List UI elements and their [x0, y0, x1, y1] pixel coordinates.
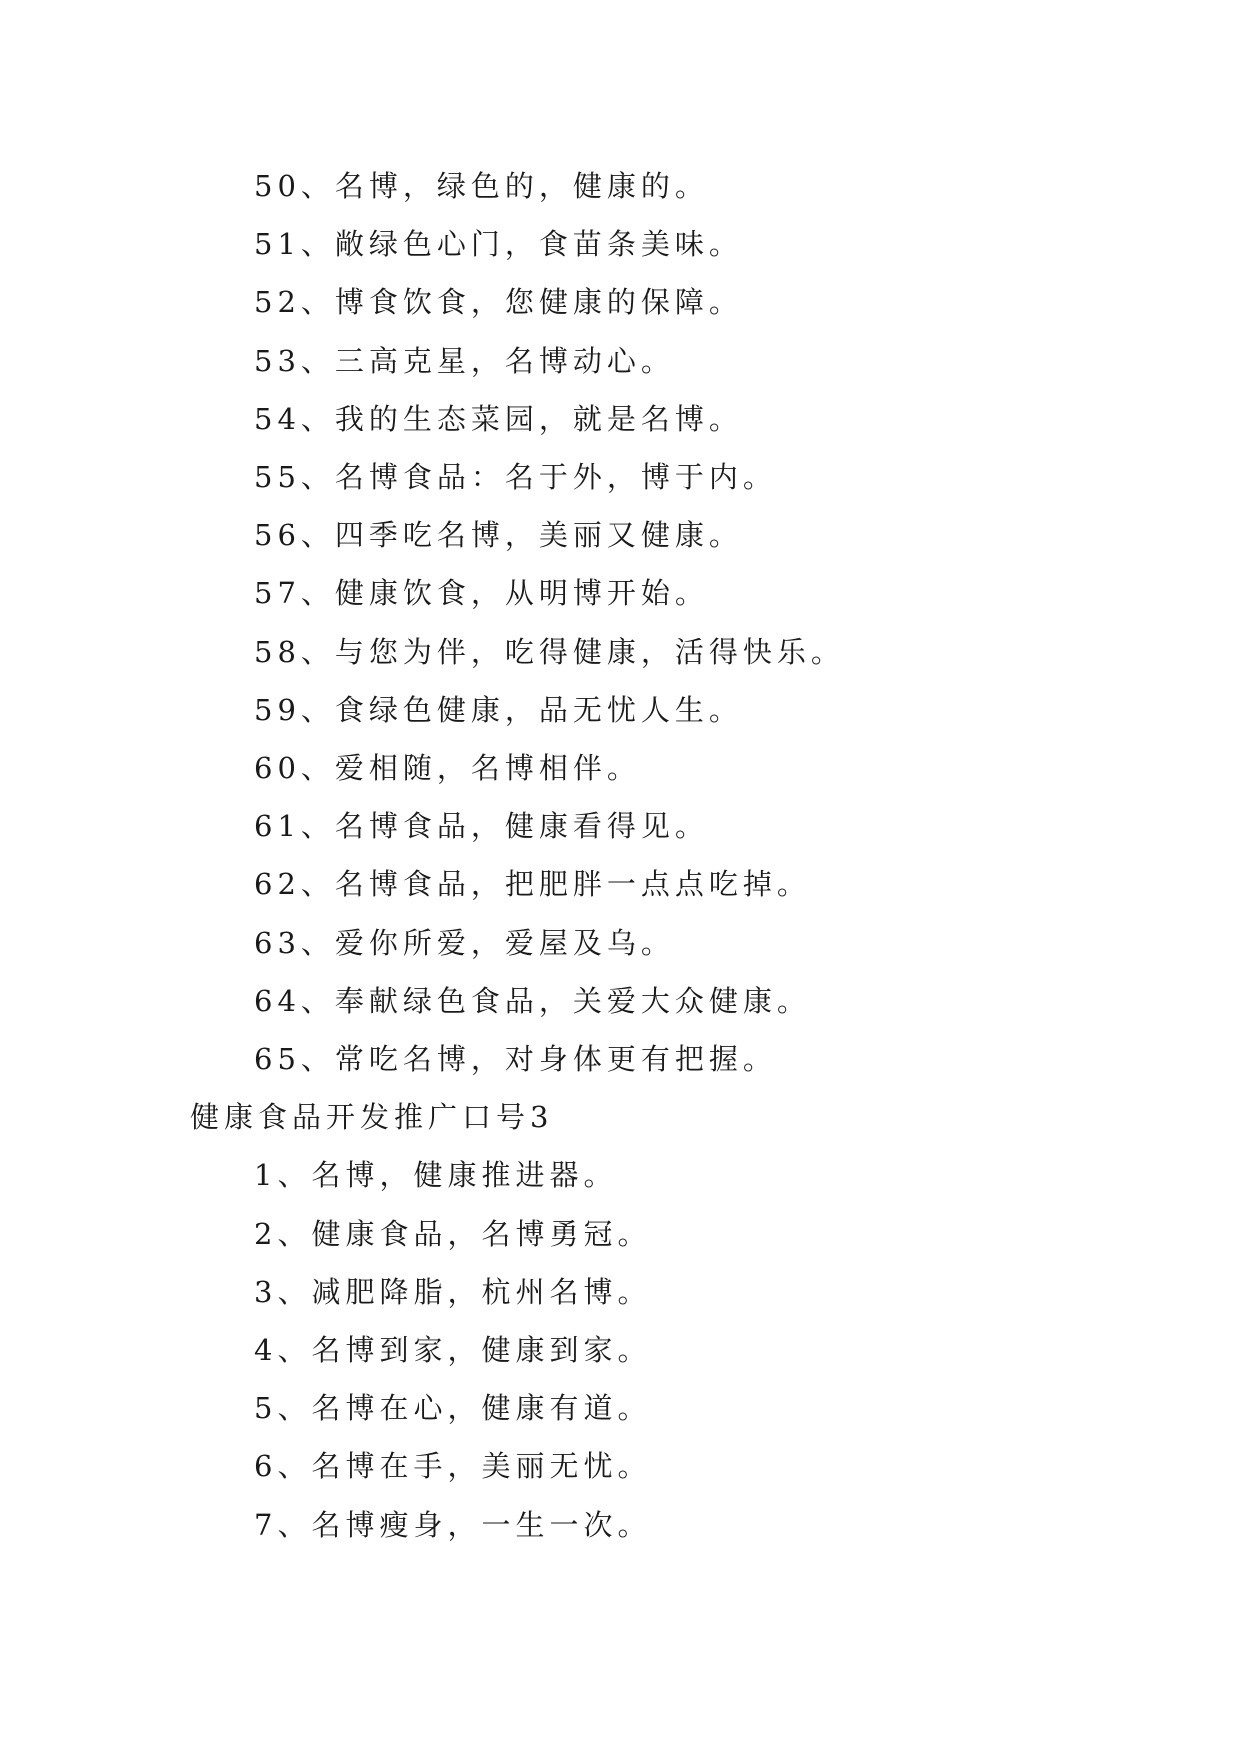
- slogan-item: 50、名博，绿色的，健康的。: [254, 169, 709, 203]
- slogan-item: 52、博食饮食，您健康的保障。: [254, 285, 743, 319]
- slogan-item: 4、名博到家，健康到家。: [254, 1333, 652, 1367]
- slogan-item: 54、我的生态菜园，就是名博。: [254, 402, 743, 436]
- slogan-item: 59、食绿色健康，品无忧人生。: [254, 693, 743, 727]
- slogan-item: 63、爱你所爱，爱屋及乌。: [254, 926, 675, 960]
- slogan-item: 58、与您为伴，吃得健康，活得快乐。: [254, 635, 845, 669]
- slogan-item: 64、奉献绿色食品，关爱大众健康。: [254, 984, 811, 1018]
- slogan-item: 53、三高克星，名博动心。: [254, 344, 675, 378]
- slogan-item: 51、敞绿色心门，食苗条美味。: [254, 227, 743, 261]
- slogan-item: 57、健康饮食，从明博开始。: [254, 576, 709, 610]
- slogan-item: 56、四季吃名博，美丽又健康。: [254, 518, 743, 552]
- slogan-item: 61、名博食品，健康看得见。: [254, 809, 709, 843]
- slogan-item: 60、爱相随，名博相伴。: [254, 751, 641, 785]
- slogan-item: 55、名博食品：名于外，博于内。: [254, 460, 777, 494]
- section-heading: 健康食品开发推广口号3: [190, 1100, 554, 1134]
- slogan-item: 6、名博在手，美丽无忧。: [254, 1449, 652, 1483]
- slogan-item: 62、名博食品，把肥胖一点点吃掉。: [254, 867, 811, 901]
- slogan-item: 2、健康食品，名博勇冠。: [254, 1217, 652, 1251]
- slogan-item: 7、名博瘦身，一生一次。: [254, 1508, 652, 1542]
- slogan-item: 3、减肥降脂，杭州名博。: [254, 1275, 652, 1309]
- slogan-item: 65、常吃名博，对身体更有把握。: [254, 1042, 777, 1076]
- slogan-item: 5、名博在心，健康有道。: [254, 1391, 652, 1425]
- slogan-item: 1、名博，健康推进器。: [254, 1158, 618, 1192]
